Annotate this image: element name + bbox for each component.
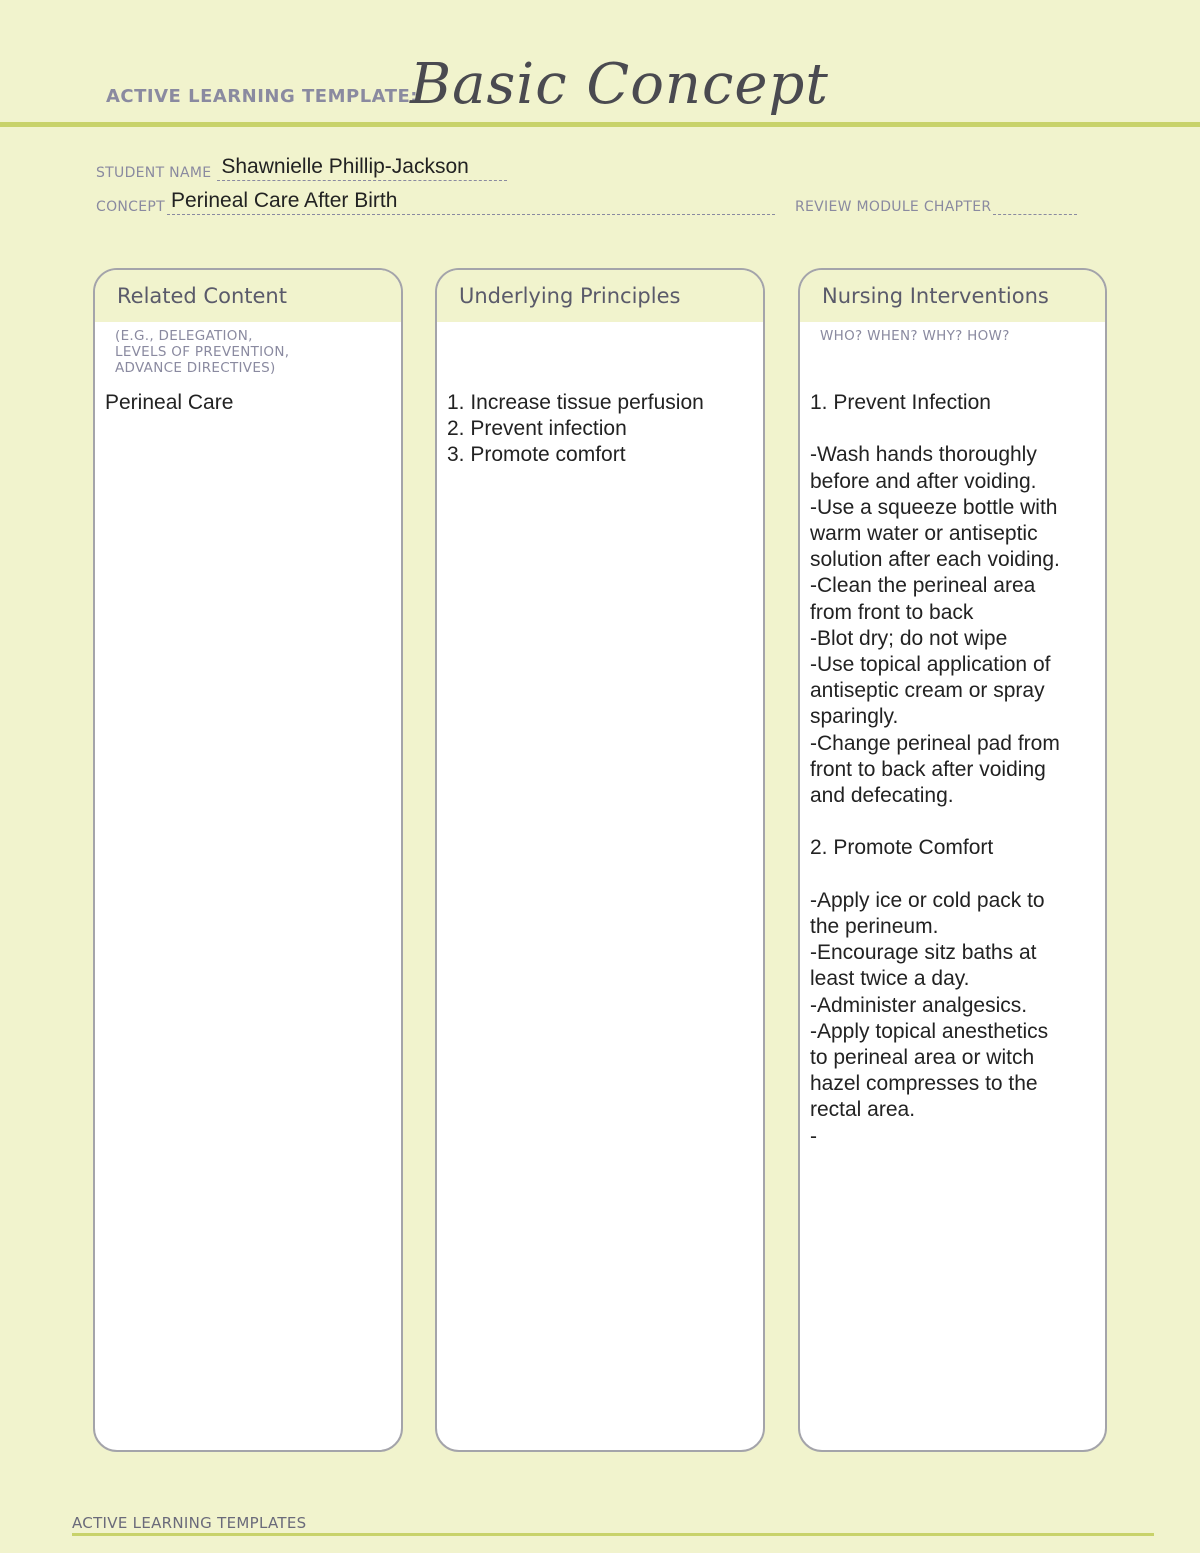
body-line: -Use topical application of: [810, 653, 1051, 677]
concept-value: Perineal Care After Birth: [170, 189, 398, 212]
body-line: -Wash hands thoroughly: [810, 443, 1037, 467]
body-line: the perineum.: [810, 915, 939, 939]
related-content-hint: [95, 322, 401, 376]
body-line: [810, 809, 1097, 835]
related-content-body[interactable]: [105, 390, 393, 416]
related-content-card: [93, 268, 403, 1452]
body-line: -Administer analgesics.: [810, 993, 1028, 1017]
header-divider: [0, 122, 1200, 127]
student-name-label: STUDENT NAME: [96, 165, 212, 181]
hint-line: WHO? WHEN? WHY? HOW?: [820, 328, 1010, 344]
student-name-value: Shawnielle Phillip-Jackson: [221, 155, 469, 178]
footer-divider: [72, 1533, 1154, 1536]
body-line: 2. Promote Comfort: [810, 836, 994, 860]
nursing-interventions-body[interactable]: [810, 390, 1097, 1150]
underlying-principles-heading: Underlying Principles: [437, 270, 763, 322]
student-name-field[interactable]: [217, 155, 507, 181]
body-line: hazel compresses to the: [810, 1072, 1038, 1096]
concept-field[interactable]: [167, 189, 775, 215]
body-line: -Blot dry; do not wipe: [810, 626, 1008, 650]
nursing-interventions-hint: [800, 322, 1105, 344]
body-line: 1. Increase tissue perfusion: [447, 391, 704, 414]
body-line: and defecating.: [810, 784, 954, 808]
body-line: antiseptic cream or spray: [810, 679, 1045, 703]
body-line: [810, 416, 1097, 442]
underlying-principles-card: [435, 268, 765, 1452]
student-name-row: [96, 155, 507, 181]
hint-line: (E.G., DELEGATION,: [115, 328, 253, 344]
body-line: [810, 862, 1097, 888]
body-line: -Clean the perineal area: [810, 574, 1036, 598]
body-line: solution after each voiding.: [810, 548, 1060, 572]
body-line: -: [810, 1124, 817, 1148]
nursing-interventions-heading: Nursing Interventions: [800, 270, 1105, 322]
nursing-interventions-card: [798, 268, 1107, 1452]
body-line: -Use a squeeze bottle with: [810, 495, 1058, 519]
body-line: -Change perineal pad from: [810, 731, 1060, 755]
body-line: from front to back: [810, 600, 974, 624]
body-line: least twice a day.: [810, 967, 970, 991]
hint-line: LEVELS OF PREVENTION,: [115, 344, 290, 360]
page-header: [0, 0, 1200, 126]
page-title: Basic Concept: [410, 52, 829, 117]
concept-row: [96, 189, 1077, 215]
body-line: 2. Prevent infection: [447, 417, 627, 441]
template-label: ACTIVE LEARNING TEMPLATE:: [106, 86, 418, 107]
body-line: -Apply ice or cold pack to: [810, 888, 1045, 912]
body-line: Perineal Care: [105, 391, 234, 414]
body-line: 1. Prevent Infection: [810, 391, 991, 414]
related-content-heading: Related Content: [95, 270, 401, 322]
body-line: rectal area.: [810, 1098, 916, 1122]
body-line: front to back after voiding: [810, 757, 1046, 781]
body-line: 3. Promote comfort: [447, 443, 626, 467]
underlying-principles-body[interactable]: [447, 390, 755, 469]
review-module-label: REVIEW MODULE CHAPTER: [794, 199, 992, 215]
footer-label: ACTIVE LEARNING TEMPLATES: [72, 1514, 307, 1532]
body-line: -Encourage sitz baths at: [810, 941, 1037, 965]
body-line: warm water or antiseptic: [810, 522, 1038, 545]
body-line: before and after voiding.: [810, 469, 1037, 493]
body-line: -Apply topical anesthetics: [810, 1019, 1049, 1043]
hint-line: ADVANCE DIRECTIVES): [115, 360, 276, 376]
concept-label: CONCEPT: [96, 199, 165, 215]
body-line: sparingly.: [810, 705, 899, 729]
review-module-field[interactable]: [993, 192, 1077, 215]
body-line: to perineal area or witch: [810, 1046, 1035, 1070]
